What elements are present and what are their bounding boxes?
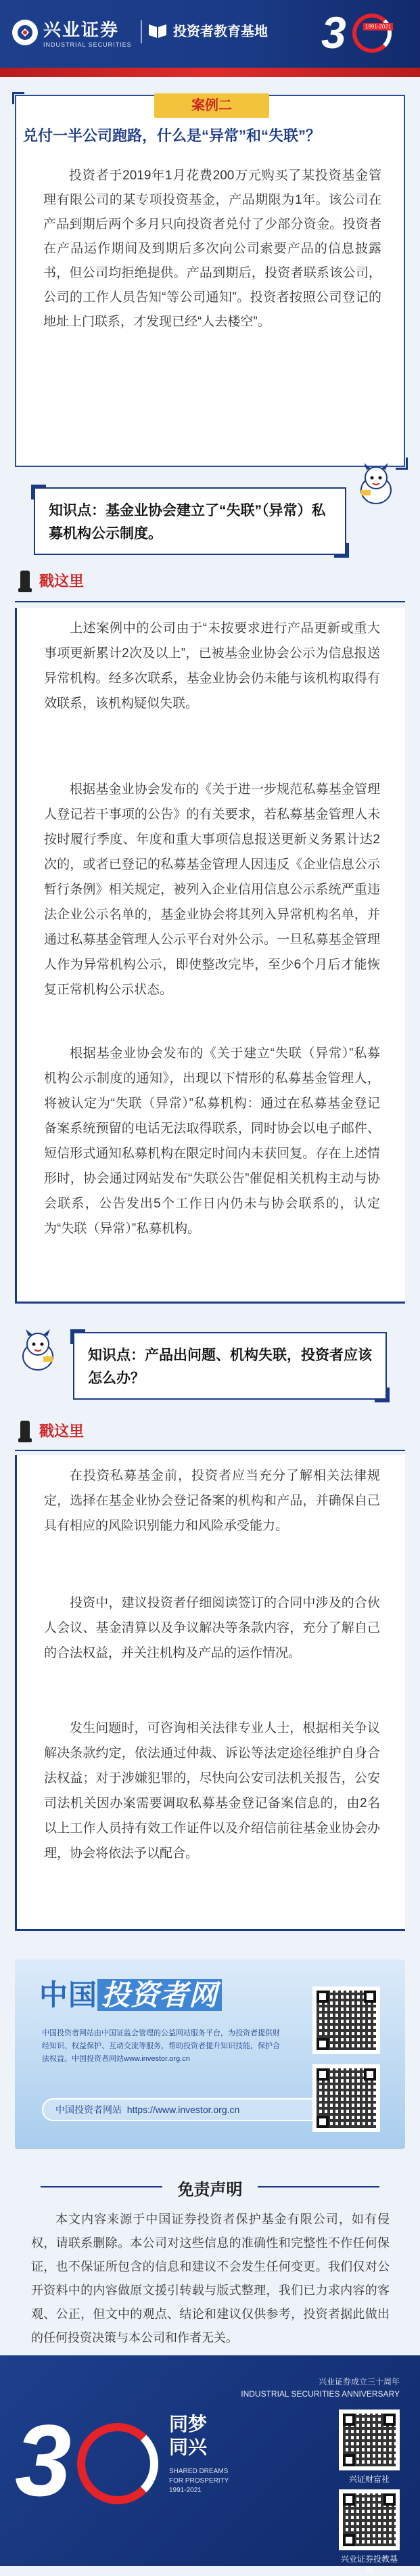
section-label-2-text: 戳这里 xyxy=(39,1423,85,1440)
case-body: 投资者于2019年1月花费200万元购买了某投资基金管理有限公司的某专项投资基金，产品期限为1年。该公司在产品到期后两个多月只向投资者兑付了少部分资金。投资者在产品运作期间及到期后多次向公司索要产品的信息披露书，但公司均拒绝提供。产品到期后，投资者联系该公司，公司的工作人员告知“等公司通知”。投资者按照公司登记的地址上门联系，才发现已经“人去楼空”。 xyxy=(43,169,381,329)
banner-url-pill[interactable] xyxy=(42,2098,326,2121)
section-2-paragraph-2: 投资中，建议投资者仔细阅读签订的合同中涉及的合伙人会议、基金清算以及争议解决等条款内容，充分了解自己的合法权益，并关注机构及产品的运作情况。 xyxy=(44,1596,380,1660)
section-underline xyxy=(15,1450,405,1451)
qr-finder xyxy=(317,2038,329,2050)
corner-decoration xyxy=(375,1387,390,1402)
qr-finder xyxy=(343,2534,355,2546)
brand-logo[interactable] xyxy=(12,16,132,48)
qr-finder xyxy=(383,2414,396,2426)
disclaimer-title: 免责声明 xyxy=(177,2181,243,2199)
qr-finder xyxy=(343,2454,355,2466)
qr-finder xyxy=(317,2068,329,2081)
footer-slogan-line-1: 同梦 xyxy=(169,2414,208,2435)
section-label-1 xyxy=(20,570,84,591)
section-2-paragraph-1: 在投资私募基金前，投资者应当充分了解相关法律规定，选择在基金业协会登记备案的机构和产品，并确保自己具有相应的风险识别能力和风险承受能力。 xyxy=(44,1469,380,1533)
knowledge-text-2: 知识点：产品出问题、机构失联，投资者应该怎么办？ xyxy=(88,1348,372,1386)
case-heading: 兑付一半公司跑路，什么是“异常”和“失联”？ xyxy=(23,127,321,144)
case-badge xyxy=(154,93,269,118)
section-label-2 xyxy=(20,1420,84,1441)
anniversary-digit-icon: 3 xyxy=(321,7,346,58)
section-1-paragraph-3: 根据基金业协会发布的《关于建立“失联（异常）”私募机构公示制度的通知》，出现以下情形的私募基金管理人，将被认定为“失联（异常）”私募机构：通过在私募基金登记备案系统预留的电话无法取得联系，同时协会以电子邮件、短信形式通知私募机构在限定时间内未获回复。存在上述情形时，协会通过网站发布“失联公告”催促相关机构主动与协会联系，公告发出5个工作日内仍未与协会联系的，认定为“失联（异常）”私募机构。 xyxy=(44,1046,380,1236)
corner-decoration xyxy=(31,485,46,499)
knowledge-box-2 xyxy=(73,1332,387,1400)
banner-url[interactable]: https://www.investor.org.cn xyxy=(126,2104,240,2115)
footer-slogan-line-2: 同兴 xyxy=(169,2437,208,2458)
anniversary-ring-icon xyxy=(352,14,392,53)
qr-code-icon xyxy=(339,2410,400,2470)
section-2-panel xyxy=(15,1455,405,1929)
anniversary-30-logo xyxy=(15,2396,164,2531)
disclaimer-rule-right xyxy=(258,2186,379,2188)
edu-base-label: 投资者教育基地 xyxy=(173,24,268,39)
disclaimer-text: 本文内容来源于中国证券投资者保护基金有限公司，如有侵权，请联系删除。本公司对这些信息的准确性和完整性不作任何保证，也不保证所包含的信息和建议不会发生任何变更。我们仅对公开资料中的内容做原文援引转载与版式整理，我们已力求内容的客观、公正，但文中的观点、结论和建议仅供参考，投资者据此做出的任何投资决策与本公司和作者无关。 xyxy=(31,2213,390,2345)
section-1-paragraph-1: 上述案例中的公司由于“未按要求进行产品更新或重大事项更新累计2次及以上”，已被基金业协会公示为信息报送异常机构。经多次联系，基金业协会仍未能与该机构取得有效联系，该机构疑似失联。 xyxy=(44,621,380,711)
book-icon xyxy=(147,22,168,39)
qr-caption-2: 兴业证券投教基地 xyxy=(340,2554,398,2575)
brand-name-en: INDUSTRIAL SECURITIES xyxy=(43,41,132,48)
knowledge-box-1 xyxy=(34,487,346,555)
case-badge-label: 案例二 xyxy=(191,98,232,113)
corner-decoration xyxy=(334,543,349,558)
anniversary-years: 1991-2021 xyxy=(363,23,393,30)
page-header xyxy=(0,0,420,68)
edu-base-title xyxy=(147,20,268,40)
banner-title-a: 中国 xyxy=(39,1979,98,2011)
mascot-icon xyxy=(352,460,400,509)
section-label-1-text: 戳这里 xyxy=(39,573,85,590)
qr-code-icon xyxy=(339,2489,400,2550)
page-footer xyxy=(0,2355,420,2575)
qr-finder xyxy=(317,1991,329,2003)
footer-slogan-en: SHARED DREAMS FOR PROSPERITY 1991-2021 xyxy=(169,2468,229,2494)
header-divider xyxy=(141,20,142,43)
qr-finder xyxy=(317,2116,329,2128)
section-1-bottom-rule xyxy=(15,1302,405,1304)
anniversary-digit-icon: 3 xyxy=(15,2403,72,2517)
banner-url-label: 中国投资者网站 xyxy=(55,2104,122,2115)
qr-finder xyxy=(383,2493,396,2506)
knowledge-text-1: 知识点：基金业协会建立了“失联”（异常）私募机构公示制度。 xyxy=(49,503,326,541)
section-underline xyxy=(15,601,405,602)
anniversary-ring-icon xyxy=(77,2423,158,2504)
mascot-icon xyxy=(14,1327,62,1375)
qr-finder xyxy=(364,2068,376,2081)
qr-caption-1: 兴证财富社 xyxy=(348,2474,390,2484)
banner-title xyxy=(39,1973,222,2014)
footer-note: 兴业证券成立三十周年 INDUSTRIAL SECURITIES ANNIVERSARY xyxy=(241,2377,400,2399)
qr-finder xyxy=(343,2414,355,2426)
section-2-bottom-rule xyxy=(15,1929,405,1931)
corner-decoration xyxy=(70,1329,85,1344)
case-card xyxy=(15,95,405,467)
section-2-paragraph-3: 发生问题时，可咨询相关法律专业人士，根据相关争议解决条款约定，依法通过仲裁、诉讼等法定途径维护自身合法权益；对于涉嫌犯罪的，尽快向公安司法机关报告，公安司法机关因办案需要调取私募基金登记备案信息的，由2名以上工作人员持有效工作证件以及介绍信前往基金业协会办理，协会将依法予以配合。 xyxy=(44,1721,380,1861)
banner-title-b: 投资者网 xyxy=(97,1979,222,2011)
investor-site-banner[interactable] xyxy=(15,1959,405,2149)
brand-logo-icon xyxy=(12,20,38,45)
qr-code-icon xyxy=(312,1986,380,2054)
pin-icon xyxy=(20,1421,30,1441)
brand-name: 兴业证券 xyxy=(43,20,120,40)
qr-finder xyxy=(364,1991,376,2003)
section-1-paragraph-2: 根据基金业协会发布的《关于进一步规范私募基金管理人登记若干事项的公告》的有关要求，若私募基金管理人未按时履行季度、年度和重大事项信息报送更新义务累计达2次的，或者已登记的私募基金管理人因违反《企业信息公示暂行条例》相关规定，被列入企业信用信息公示系统严重违法企业公示名单的，基金业协会将其列入异常机构名单，并通过私募基金管理人公示平台对外公示。一旦私募基金管理人作为异常机构公示，即使整改完毕，至少6个月后才能恢复正常机构公示状态。 xyxy=(44,782,380,997)
banner-description: 中国投资者网站由中国证监会管理的公益网站服务平台，为投资者提供财经知识、权益保护、互动交流等服务，帮助投资者提升知识技能，保护合法权益。中国投资者网站www.investor.org.cn xyxy=(42,2029,280,2063)
pin-icon xyxy=(20,571,30,591)
header-red-band xyxy=(0,68,420,77)
qr-finder xyxy=(343,2493,355,2506)
section-1-panel xyxy=(15,608,405,1302)
qr-code-icon xyxy=(312,2064,380,2132)
footer-slogan xyxy=(169,2413,207,2459)
corner-decoration xyxy=(12,92,24,104)
anniversary-logo xyxy=(321,9,402,57)
